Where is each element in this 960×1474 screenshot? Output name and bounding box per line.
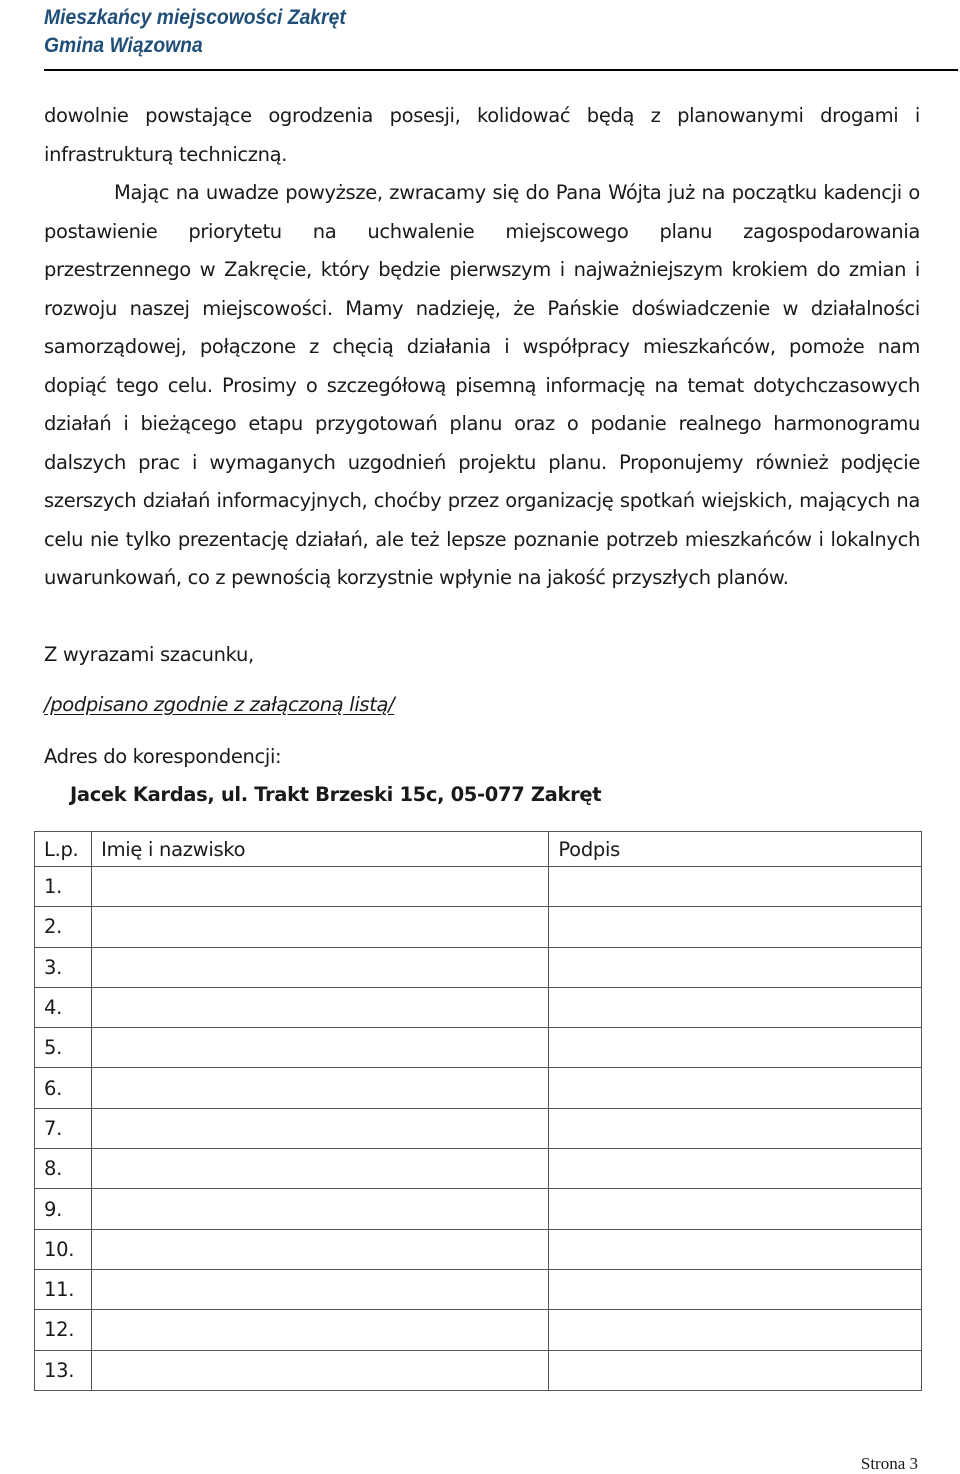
name-cell (92, 907, 549, 947)
row-number: 10. (35, 1229, 92, 1269)
signature-cell (549, 907, 922, 947)
row-number: 13. (35, 1350, 92, 1390)
address-label: Adres do korespondencji: (44, 745, 282, 768)
table-row (35, 1269, 922, 1309)
name-cell (92, 1310, 549, 1350)
table-row (35, 907, 922, 947)
row-number: 1. (35, 867, 92, 907)
table-row (35, 1149, 922, 1189)
signed-note: /podpisano zgodnie z załączoną listą/ (44, 693, 395, 716)
row-number: 12. (35, 1310, 92, 1350)
signature-cell (549, 1028, 922, 1068)
name-cell (92, 1189, 549, 1229)
header-divider (44, 69, 958, 71)
name-cell (92, 867, 549, 907)
header-title: Mieszkańcy miejscowości Zakręt (44, 6, 346, 29)
table-row (35, 1028, 922, 1068)
name-cell (92, 1108, 549, 1148)
signature-cell (549, 1269, 922, 1309)
name-cell (92, 1028, 549, 1068)
header-subtitle: Gmina Wiązowna (44, 34, 203, 57)
table-row (35, 1108, 922, 1148)
document-header (44, 4, 372, 60)
signature-cell (549, 947, 922, 987)
table-row (35, 1229, 922, 1269)
name-cell (92, 947, 549, 987)
row-number: 2. (35, 907, 92, 947)
row-number: 3. (35, 947, 92, 987)
table-row (35, 867, 922, 907)
column-header-lp: L.p. (35, 832, 92, 867)
page-number: Strona 3 (860, 1454, 918, 1473)
paragraph-continuation: dowolnie powstające ogrodzenia posesji, kolidować będą z planowanymi drogami i infrastrukturą techniczną. (44, 104, 920, 166)
signature-table (34, 831, 922, 1391)
table-row (35, 1189, 922, 1229)
closing-greeting: Z wyrazami szacunku, (44, 643, 254, 666)
row-number: 11. (35, 1269, 92, 1309)
table-row (35, 987, 922, 1027)
name-cell (92, 1149, 549, 1189)
signature-cell (549, 1108, 922, 1148)
table-header-row (35, 832, 922, 867)
column-header-signature: Podpis (549, 832, 922, 867)
signature-cell (549, 1350, 922, 1390)
correspondence-address: Jacek Kardas, ul. Trakt Brzeski 15c, 05-077 Zakręt (70, 783, 602, 806)
letter-body (44, 97, 920, 598)
row-number: 8. (35, 1149, 92, 1189)
row-number: 7. (35, 1108, 92, 1148)
signature-cell (549, 1310, 922, 1350)
table-row (35, 1068, 922, 1108)
name-cell (92, 1350, 549, 1390)
table-row (35, 947, 922, 987)
signature-cell (549, 1149, 922, 1189)
signature-cell (549, 1189, 922, 1229)
row-number: 9. (35, 1189, 92, 1229)
name-cell (92, 1068, 549, 1108)
row-number: 5. (35, 1028, 92, 1068)
name-cell (92, 987, 549, 1027)
signature-cell (549, 867, 922, 907)
table-row (35, 1350, 922, 1390)
signature-cell (549, 1068, 922, 1108)
row-number: 4. (35, 987, 92, 1027)
name-cell (92, 1229, 549, 1269)
table-row (35, 1310, 922, 1350)
name-cell (92, 1269, 549, 1309)
column-header-name: Imię i nazwisko (92, 832, 549, 867)
paragraph-main: Mając na uwadze powyższe, zwracamy się do Pana Wójta już na początku kadencji o postawienie priorytetu na uchwalenie miejscowego planu zagospodarowania przestrzennego w Zakręcie, który będzie pierwszym i najważniejszym krokiem do zmian i rozwoju naszej miejscowości. Mamy nadzieję, że Pańskie doświadczenie w działalności samorządowej, połączone z chęcią działania i współpracy mieszkańców, pomoże nam dopiąć tego celu. Prosimy o szczegółową pisemną informację na temat dotychczasowych działań i bieżącego etapu przygotowań planu oraz o podanie realnego harmonogramu dalszych prac i wymaganych uzgodnień projektu planu. Proponujemy również podjęcie szerszych działań informacyjnych, choćby przez organizację spotkań wiejskich, mających na celu nie tylko prezentację działań, ale też lepsze poznanie potrzeb mieszkańców i lokalnych uwarunkowań, co z pewnością korzystnie wpłynie na jakość przyszłych planów. (44, 181, 920, 589)
signature-cell (549, 1229, 922, 1269)
row-number: 6. (35, 1068, 92, 1108)
signature-cell (549, 987, 922, 1027)
